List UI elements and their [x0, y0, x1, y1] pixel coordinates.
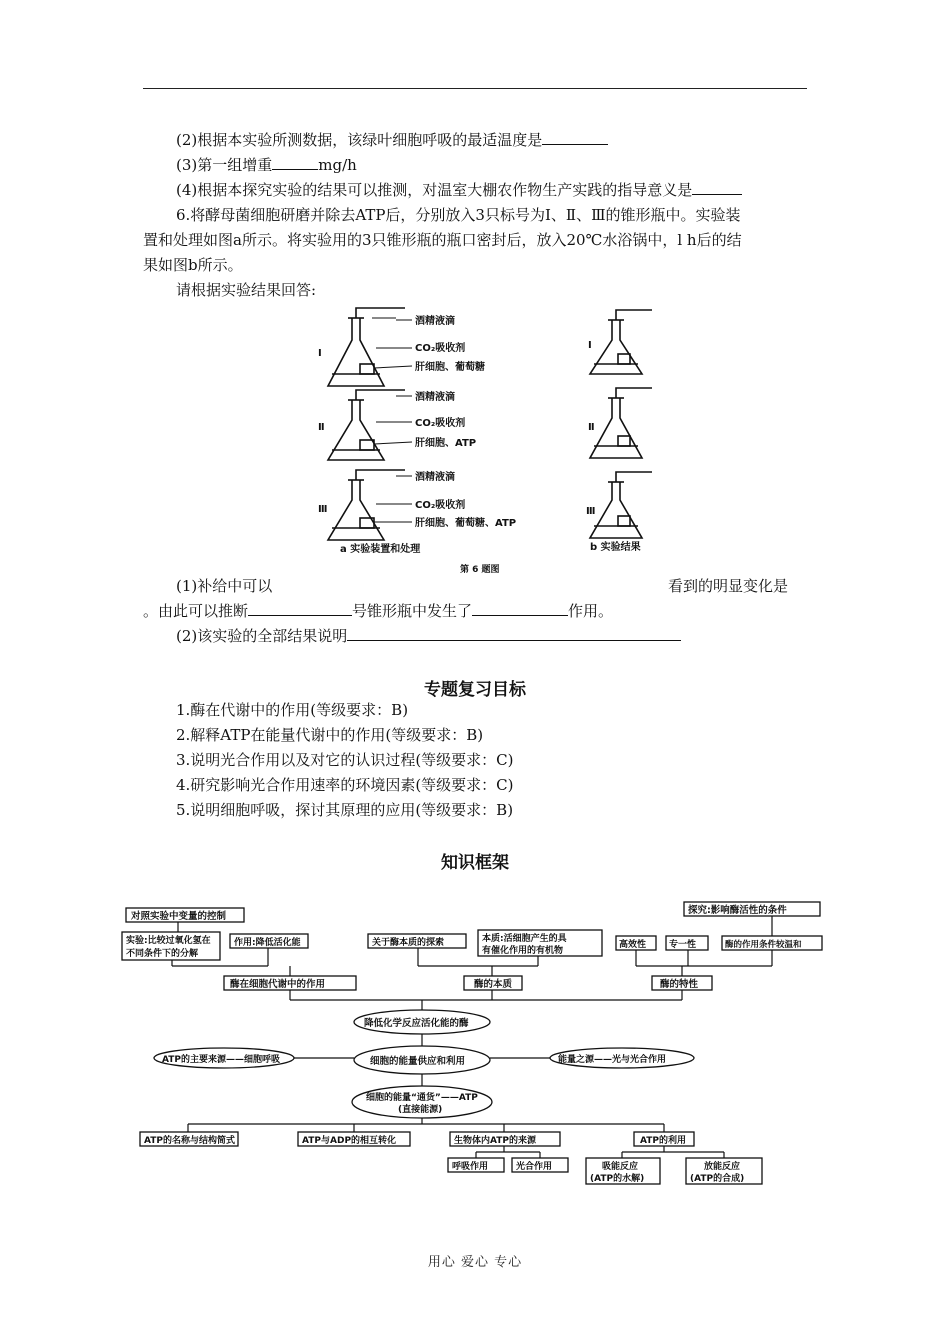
node-atp-use-label: ATP的利用: [640, 1136, 687, 1146]
node-release-label-1: 放能反应: [704, 1162, 741, 1172]
q6-sub1-text-c: 。由此可以推断: [143, 602, 249, 620]
node-mild-label: 酶的作用条件较温和: [725, 940, 802, 950]
node-atp-source-label: ATP的主要来源——细胞呼吸: [162, 1055, 281, 1065]
roman-3b: Ⅲ: [586, 506, 596, 517]
roman-3a: Ⅲ: [318, 504, 328, 515]
node-respiration-label: 呼吸作用: [452, 1162, 489, 1172]
node-ctrl-label: 对照实验中变量的控制: [131, 911, 227, 922]
flask-2b: [590, 388, 652, 458]
objective-item: 5.说明细胞呼吸，探讨其原理的应用(等级要求：B): [176, 801, 514, 819]
node-specific-label: 专一性: [669, 940, 697, 950]
figure-caption: 第 6 题图: [460, 565, 500, 575]
flask-1a: [328, 308, 405, 386]
flask-3b: [590, 472, 652, 538]
caption-a: a 实验装置和处理: [340, 544, 421, 555]
knowledge-framework-diagram: [118, 896, 830, 1188]
q6-prompt: 请根据实验结果回答:: [176, 281, 317, 299]
objective-item: 4.研究影响光合作用速率的环境因素(等级要求：C): [176, 776, 514, 794]
roman-1a: Ⅰ: [318, 348, 322, 359]
answer-blank[interactable]: [248, 601, 352, 616]
roman-1b: Ⅰ: [588, 340, 592, 351]
node-currency-label-1: 细胞的能量“通货”——ATP: [366, 1093, 478, 1103]
q6-text-2: 置和处理如图a所示。将实验用的3只锥形瓶的瓶口密封后，放入20℃水浴锅中，l h后的结: [143, 231, 742, 249]
label-co2-absorber-1: CO₂吸收剂: [415, 343, 466, 354]
q6-text-3: 果如图b所示。: [143, 256, 243, 274]
answer-blank[interactable]: [542, 130, 608, 145]
page-footer: 用心 爱心 专心: [427, 1255, 523, 1270]
label-alcohol-drop-1: 酒精液滴: [415, 316, 455, 327]
roman-2a: Ⅱ: [318, 422, 325, 433]
answer-blank[interactable]: [347, 626, 681, 641]
objective-item: 3.说明光合作用以及对它的认识过程(等级要求：C): [176, 751, 514, 769]
figure-6: [300, 300, 670, 580]
node-enzyme-label: 降低化学反应活化能的酶: [364, 1018, 469, 1029]
q5-line-2: [176, 130, 608, 150]
node-absorb-label-1: 吸能反应: [602, 1162, 639, 1172]
q5-line-3: [176, 155, 357, 175]
q5-line-2-text: (2)根据本实验所测数据，该绿叶细胞呼吸的最适温度是: [176, 131, 543, 149]
label-contents-3: 肝细胞、葡萄糖、ATP: [415, 518, 517, 529]
q6-sub1-cont: [143, 601, 613, 621]
q6-sub2-text: (2)该实验的全部结果说明: [176, 627, 348, 645]
node-nature-label: 酶的本质: [474, 979, 513, 990]
q6-sub2: [176, 626, 681, 646]
node-explore-label: 探究:影响酶活性的条件: [688, 905, 787, 916]
label-co2-absorber-2: CO₂吸收剂: [415, 418, 466, 429]
q5-line-4: [176, 180, 742, 200]
node-essence-explore-label: 关于酶本质的探索: [372, 938, 445, 948]
q6-sub1-text-d: 号锥形瓶中发生了: [352, 602, 473, 620]
q6-sub1-text-e: 作用。: [568, 602, 614, 620]
q6-sub1-text: (1)补给中可以: [176, 577, 273, 595]
label-co2-absorber-3: CO₂吸收剂: [415, 500, 466, 511]
node-role-label: 酶在细胞代谢中的作用: [230, 979, 326, 990]
q6-sub1: [176, 576, 272, 596]
node-efficient-label: 高效性: [619, 940, 647, 950]
node-atp-adp-label: ATP与ADP的相互转化: [302, 1136, 397, 1146]
roman-2b: Ⅱ: [588, 422, 595, 433]
label-contents-1: 肝细胞、葡萄糖: [415, 362, 485, 373]
answer-blank[interactable]: [472, 601, 568, 616]
node-light-source-label: 能量之源——光与光合作用: [558, 1055, 667, 1065]
q6-sub1-text-b: 看到的明显变化是: [668, 577, 789, 595]
flask-1b: [590, 310, 652, 374]
node-experiment-label-2: 不同条件下的分解: [126, 949, 199, 959]
answer-blank[interactable]: [692, 180, 742, 195]
header-rule: [143, 88, 807, 89]
framework-heading: 知识框架: [441, 853, 509, 873]
answer-blank[interactable]: [272, 155, 318, 170]
node-energy-label: 细胞的能量供应和利用: [370, 1056, 466, 1067]
objective-item: 1.酶在代谢中的作用(等级要求：B): [176, 701, 409, 719]
node-atp-origin-label: 生物体内ATP的来源: [454, 1136, 537, 1146]
q5-line-3-text: (3)第一组增重: [176, 156, 273, 174]
node-experiment-label-1: 实验:比较过氧化氢在: [126, 936, 211, 946]
q5-line-4-text: (4)根据本探究实验的结果可以推测，对温室大棚农作物生产实践的指导意义是: [176, 181, 693, 199]
flask-2a: [328, 390, 405, 460]
node-function-label: 作用:降低活化能: [234, 938, 301, 948]
node-atp-name-label: ATP的名称与结构简式: [144, 1136, 236, 1146]
q6-text-1: 6.将酵母菌细胞研磨并除去ATP后，分别放入3只标号为Ⅰ、Ⅱ、Ⅲ的锥形瓶中。实验装: [176, 206, 741, 224]
objectives-heading: 专题复习目标: [424, 680, 526, 700]
node-currency-label-2: (直接能源): [398, 1105, 443, 1115]
label-contents-2: 肝细胞、ATP: [415, 438, 477, 449]
node-essence-label-1: 本质:活细胞产生的具: [482, 934, 567, 944]
flask-3a: [328, 470, 405, 540]
node-absorb-label-2: (ATP的水解): [590, 1174, 645, 1184]
node-essence-label-2: 有催化作用的有机物: [482, 946, 564, 956]
objective-item: 2.解释ATP在能量代谢中的作用(等级要求：B): [176, 726, 484, 744]
label-alcohol-drop-2: 酒精液滴: [415, 392, 455, 403]
node-photosynthesis-label: 光合作用: [516, 1162, 553, 1172]
node-release-label-2: (ATP的合成): [690, 1174, 745, 1184]
node-traits-label: 酶的特性: [660, 979, 699, 990]
caption-b: b 实验结果: [590, 542, 641, 553]
q5-line-3-unit: mg/h: [318, 156, 357, 174]
label-alcohol-drop-3: 酒精液滴: [415, 472, 455, 483]
